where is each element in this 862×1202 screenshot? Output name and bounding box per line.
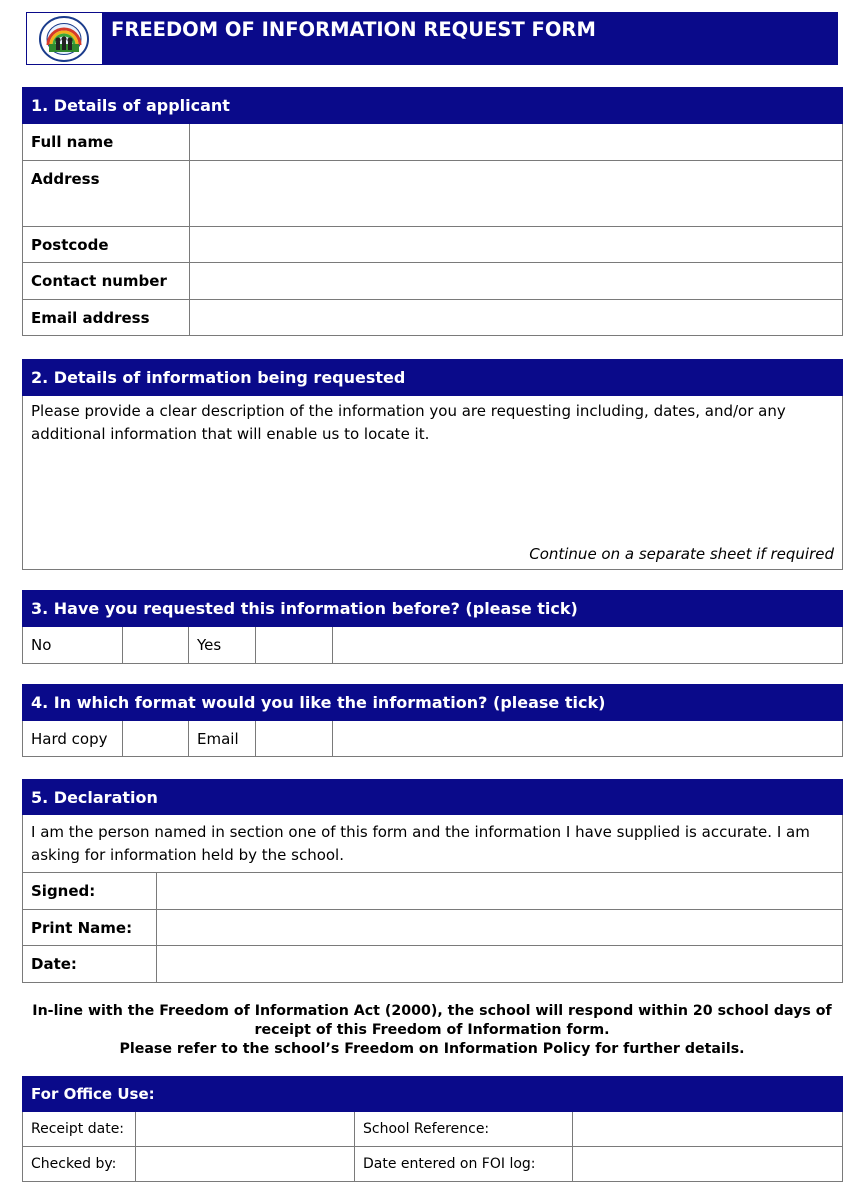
option-yes-label: Yes [189, 627, 256, 664]
email-address-field[interactable] [190, 300, 843, 336]
postcode-label: Postcode [23, 227, 190, 263]
postcode-field[interactable] [190, 227, 843, 263]
section5-heading: 5. Declaration [23, 780, 843, 815]
address-field[interactable] [190, 161, 843, 227]
address-label: Address [23, 161, 190, 227]
option-yes-tickbox[interactable] [256, 627, 333, 664]
continue-note: Continue on a separate sheet if required [529, 545, 834, 563]
information-description-field[interactable] [23, 396, 843, 570]
form-title: FREEDOM OF INFORMATION REQUEST FORM [101, 13, 837, 64]
section3-blank-cell [333, 627, 843, 664]
section4-heading: 4. In which format would you like the information? (please tick) [23, 685, 843, 721]
date-entered-label: Date entered on FOI log: [355, 1147, 573, 1182]
print-name-label: Print Name: [23, 910, 157, 946]
full-name-field[interactable] [190, 124, 843, 161]
school-logo-icon [38, 15, 90, 63]
option-hard-copy-label: Hard copy [23, 721, 123, 757]
response-notice-line1: In-line with the Freedom of Information Act (2000), the school will respond within 20 school days of receipt of this Freedom of Information form. [32, 1003, 832, 1038]
receipt-date-field[interactable] [136, 1112, 355, 1147]
date-field[interactable] [157, 946, 843, 983]
option-email-tickbox[interactable] [256, 721, 333, 757]
print-name-field[interactable] [157, 910, 843, 946]
option-hard-copy-tickbox[interactable] [123, 721, 189, 757]
school-reference-label: School Reference: [355, 1112, 573, 1147]
signed-label: Signed: [23, 873, 157, 910]
date-entered-field[interactable] [573, 1147, 843, 1182]
section3-heading: 3. Have you requested this information before? (please tick) [23, 591, 843, 627]
section-office-use [22, 1076, 843, 1182]
section4-blank-cell [333, 721, 843, 757]
response-notice-line2: Please refer to the school’s Freedom on Information Policy for further details. [119, 1041, 745, 1057]
declaration-statement [23, 815, 843, 873]
contact-number-field[interactable] [190, 263, 843, 300]
option-no-tickbox[interactable] [123, 627, 189, 664]
section-applicant-details [22, 87, 843, 336]
form-header [26, 12, 838, 65]
office-use-heading: For Office Use: [23, 1077, 843, 1112]
response-notice [22, 1002, 842, 1059]
full-name-label: Full name [23, 124, 190, 161]
section-information-requested [22, 359, 843, 570]
option-no-label: No [23, 627, 123, 664]
contact-number-label: Contact number [23, 263, 190, 300]
option-email-label: Email [189, 721, 256, 757]
declaration-statement-text: I am the person named in section one of this form and the information I have supplied is accurate. I am asking for information held by the school. [31, 823, 810, 864]
signed-field[interactable] [157, 873, 843, 910]
section-declaration [22, 779, 843, 983]
section1-heading: 1. Details of applicant [23, 88, 843, 124]
school-reference-field[interactable] [573, 1112, 843, 1147]
section-format [22, 684, 843, 757]
date-label: Date: [23, 946, 157, 983]
information-description-instructions: Please provide a clear description of the information you are requesting including, dates, and/or any additional information that will enable us to locate it. [31, 402, 786, 443]
email-address-label: Email address [23, 300, 190, 336]
checked-by-label: Checked by: [23, 1147, 136, 1182]
receipt-date-label: Receipt date: [23, 1112, 136, 1147]
section2-heading: 2. Details of information being requested [23, 360, 843, 396]
section-requested-before [22, 590, 843, 664]
school-logo [27, 13, 101, 64]
checked-by-field[interactable] [136, 1147, 355, 1182]
